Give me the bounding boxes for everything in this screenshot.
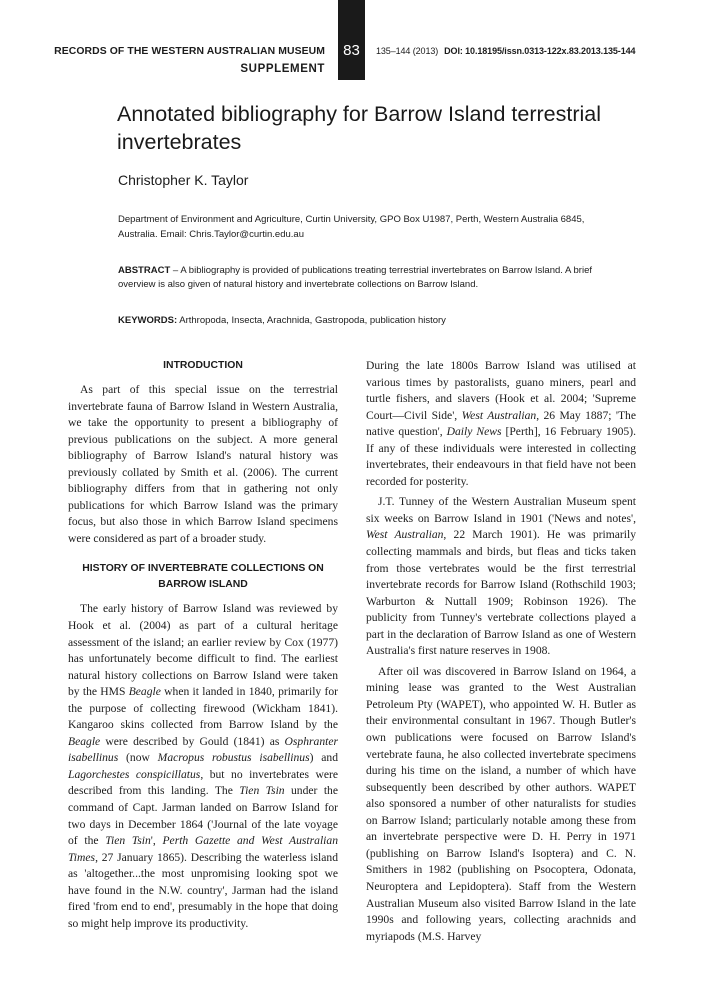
italic-text: West Australian: [461, 408, 537, 422]
abstract-label: ABSTRACT: [118, 265, 171, 276]
text-run: , 22 March 1901). He was primarily collecting mammals and birds, but fleas and ticks taken from those vertebrates would be the first terrestrial invertebrate records for Barrow Island (Rothschild 1903; Warburton & Nuttall 1909; Robinson 1926). The publicity from Tunney's vertebrate collections played a part in the declaration of Barrow Island as one of Western Australia's first nature reserves in 1908.: [366, 528, 636, 658]
text-run: During the late 1800s Barrow Island was utilised at various times by pastoralists, guano miners, pearl and turtle fishers, and slavers (Hook et al. 2004; 'Supreme Court—Civil Side',: [366, 359, 636, 422]
text-run: when it landed in 1840, primarily for the purpose of collecting firewood (Wickham 1841). Kangaroo skins collected from Barrow Island by the: [68, 685, 338, 732]
history-paragraph: [68, 601, 338, 932]
italic-text: Perth Gazette and West Australian Times: [68, 834, 338, 864]
author-affiliation: Department of Environment and Agriculture, Curtin University, GPO Box U1987, Perth, Western Australia 6845, Australia. Email: Chris.Taylor@curtin.edu.au: [118, 214, 585, 240]
heading-collection-history: HISTORY OF INVERTEBRATE COLLECTIONS ON BARROW ISLAND: [82, 563, 324, 591]
left-column: [68, 358, 338, 932]
author-name: Christopher K. Taylor: [118, 172, 249, 188]
paragraph-late-1800s: [366, 358, 636, 490]
page-number: 83: [343, 42, 360, 59]
keywords: [118, 315, 588, 326]
introduction-paragraph: As part of this special issue on the terrestrial invertebrate fauna of Barrow Island in Western Australia, we take the opportunity to present a bibliography of previous publications on the subject. A more general bibliography of Barrow Island's natural history was previously collated by Smith et al. (2006). The current bibliography differs from that in gathering not only publications for which Barrow Island was the primary focus, but also those in which Barrow Island specimens were considered as part of a broader study.: [68, 383, 338, 545]
text-run: (now: [118, 751, 158, 765]
italic-text: Daily News: [446, 425, 502, 439]
keywords-text: Arthropoda, Insecta, Arachnida, Gastropoda, publication history: [177, 315, 446, 326]
text-run: , but no invertebrates were described from this landing. The: [68, 767, 339, 798]
journal-name: RECORDS OF THE WESTERN AUSTRALIAN MUSEUM: [54, 46, 325, 57]
citation-header: [376, 46, 635, 56]
italic-text: Beagle: [128, 685, 161, 699]
page-number-tab: [338, 0, 365, 80]
italic-text: Beagle: [68, 734, 101, 748]
article-title: Annotated bibliography for Barrow Island terrestrial invertebrates: [117, 102, 602, 154]
text-run: under the command of Capt. Jarman landed on Barrow Island for two days in December 1864 ('Journal of the late voyage of the: [68, 784, 338, 848]
heading-introduction: INTRODUCTION: [163, 360, 243, 371]
text-run: ) and: [309, 751, 339, 765]
page-range: 135–144 (2013): [376, 46, 439, 56]
text-run: ',: [150, 834, 163, 848]
paragraph-oil-discovery: [366, 664, 636, 945]
italic-text: Osphranter isabellinus: [68, 734, 338, 765]
text-run: The early history of Barrow Island was reviewed by Hook et al. (2004) as part of a cultural heritage assessment of the island; an earlier review by Cox (1977) has unfortunately become difficult to find. The earliest natural history collections on Barrow Island were taken by the HMS: [68, 602, 338, 699]
supplement-label: SUPPLEMENT: [240, 63, 325, 75]
italic-text: Tien Tsin: [239, 784, 285, 798]
text-run: After oil was discovered in Barrow Island on 1964, a mining lease was granted to the West Australian Petroleum Pty (WAPET), who appointed W. H. Butler as their environmental consultant in 1967. Though Butler's own publications were focused on Barrow Island's vertebrate fauna, he also collected invertebrate specimens during his time on the island, a number of which have subsequently been described by other authors. WAPET also sponsored a number of other naturalists for studies on Barrow Island; particularly notable among these from an invertebrate perspective were D. H. Perry in 1971 (publishing on Barrow Island's Isoptera) and C. N. Smithers in 1982 (publishing on Psocoptera, Odonata, Neuroptera and Lepidoptera). Staff from the Western Australian Museum also visited Barrow Island in the late 1990s and following years, collecting arachnids and myriapods (M.S. Harvey: [366, 664, 636, 943]
abstract: [118, 264, 592, 291]
paragraph-tunney: [366, 494, 636, 659]
italic-text: Tien Tsin: [105, 834, 151, 848]
text-run: were described by Gould (1841) as: [100, 734, 285, 748]
right-column: [366, 358, 636, 945]
keywords-label: KEYWORDS:: [118, 315, 178, 326]
abstract-text: – A bibliography is provided of publications treating terrestrial invertebrates on Barrow Island. A brief overview is also given of natural history and invertebrate collections on Barrow Island.: [118, 265, 592, 290]
text-run: J.T. Tunney of the Western Australian Museum spent six weeks on Barrow Island in 1901 ('News and notes',: [366, 495, 636, 525]
italic-text: West Australian: [366, 528, 444, 542]
italic-text: Lagorchestes conspicillatus: [68, 767, 201, 781]
text-run: , 27 January 1865). Describing the waterless island as 'altogether...the most unpromising looking spot we have found in the N.W. country', Jarman had the island fired 'from end to end', presumably in the hope that doing so might help improve its productivity.: [68, 850, 338, 930]
text-run: , 26 May 1887; 'The native question',: [366, 408, 636, 439]
text-run: [Perth], 16 February 1905). If any of these individuals were interested in collecting invertebrates, their endeavours in that field have not been recorded for posterity.: [366, 425, 636, 488]
italic-text: Macropus robustus isabellinus: [157, 751, 310, 765]
doi-link[interactable]: DOI: 10.18195/issn.0313-122x.83.2013.135-144: [444, 46, 636, 56]
